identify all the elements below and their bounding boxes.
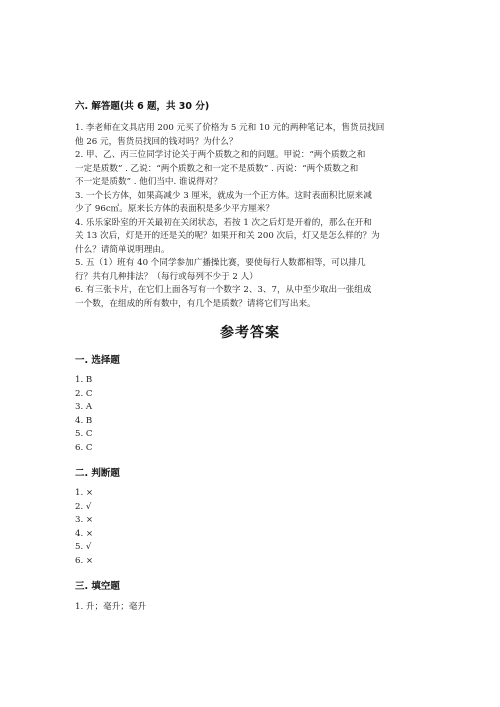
question-line: 一个数，在组成的所有数中，有几个是质数？请将它们写出来。 xyxy=(75,298,316,309)
answer-item: 3. × xyxy=(75,515,94,525)
section-title-fill: 三. 填空题 xyxy=(75,581,120,592)
question-line: 少了 96c㎡。原来长方体的表面积是多少平方厘米？ xyxy=(75,204,274,214)
answer-item: 2. √ xyxy=(75,501,92,512)
question-line: 什么？请简单说明理由。 xyxy=(75,244,170,255)
question-4 xyxy=(75,217,425,258)
section-title-choice: 一. 选择题 xyxy=(75,355,120,366)
answer-item: 5. C xyxy=(75,429,93,439)
answer-item: 6. × xyxy=(75,555,94,566)
question-line: 一定是质数” . 乙说：“两个质数之和一定不是质数” . 丙说：“两个质数之和 xyxy=(75,163,359,174)
question-line: 2. 甲、乙、丙三位同学讨论关于两个质数之和的问题。甲说：“两个质数之和 xyxy=(75,150,366,160)
answers-title: 参考答案 xyxy=(220,325,280,341)
question-5 xyxy=(75,257,425,284)
question-line: 行？共有几种排法？（每行或每列不少于 2 人） xyxy=(75,271,258,282)
question-3 xyxy=(75,190,425,217)
section-title-answer-questions: 六. 解答题(共 6 题，共 30 分) xyxy=(75,101,210,112)
question-line: 5. 五（1）班有 40 个同学参加广播操比赛，要使每行人数都相等，可以排几 xyxy=(75,258,366,268)
answer-item: 1. 升；毫升；毫升 xyxy=(75,602,147,612)
answer-item: 6. C xyxy=(75,442,93,453)
question-line: 1. 李老师在文具店用 200 元买了价格为 5 元和 10 元的两种笔记本，售货员找回 xyxy=(75,123,385,133)
answer-item: 4. B xyxy=(75,415,93,426)
choice-answer-list xyxy=(75,374,93,455)
question-line: 6. 有三张卡片，在它们上面各写有一个数字 2、3、7，从中至少取出一张组成 xyxy=(75,285,372,295)
question-line: 他 26 元，售货员找回的钱对吗？为什么？ xyxy=(75,136,238,147)
question-line: 不一定是质数” . 他们当中. 谁说得对？ xyxy=(75,177,222,187)
question-6 xyxy=(75,284,425,311)
answer-item: 1. × xyxy=(75,488,94,498)
answer-item: 3. A xyxy=(75,402,93,412)
section-title-judge: 二. 判断题 xyxy=(75,468,120,479)
fill-answer-list xyxy=(75,601,146,615)
question-2 xyxy=(75,149,425,190)
question-line: 4. 乐乐家卧室的开关最初在关闭状态，若按 1 次之后灯是开着的，那么在开和 xyxy=(75,217,372,228)
question-1 xyxy=(75,122,425,149)
answer-item: 4. × xyxy=(75,528,94,539)
answer-item: 2. C xyxy=(75,388,93,399)
question-line: 关 13 次后，灯是开的还是关的呢？如果开和关 200 次后，灯又是怎么样的？为 xyxy=(75,231,380,241)
question-line: 3. 一个长方体，如果高减少 3 厘米，就成为一个正方体。这时表面积比原来减 xyxy=(75,190,372,201)
answer-item: 5. √ xyxy=(75,542,92,552)
answer-item: 1. B xyxy=(75,375,93,385)
judge-answer-list xyxy=(75,487,93,568)
